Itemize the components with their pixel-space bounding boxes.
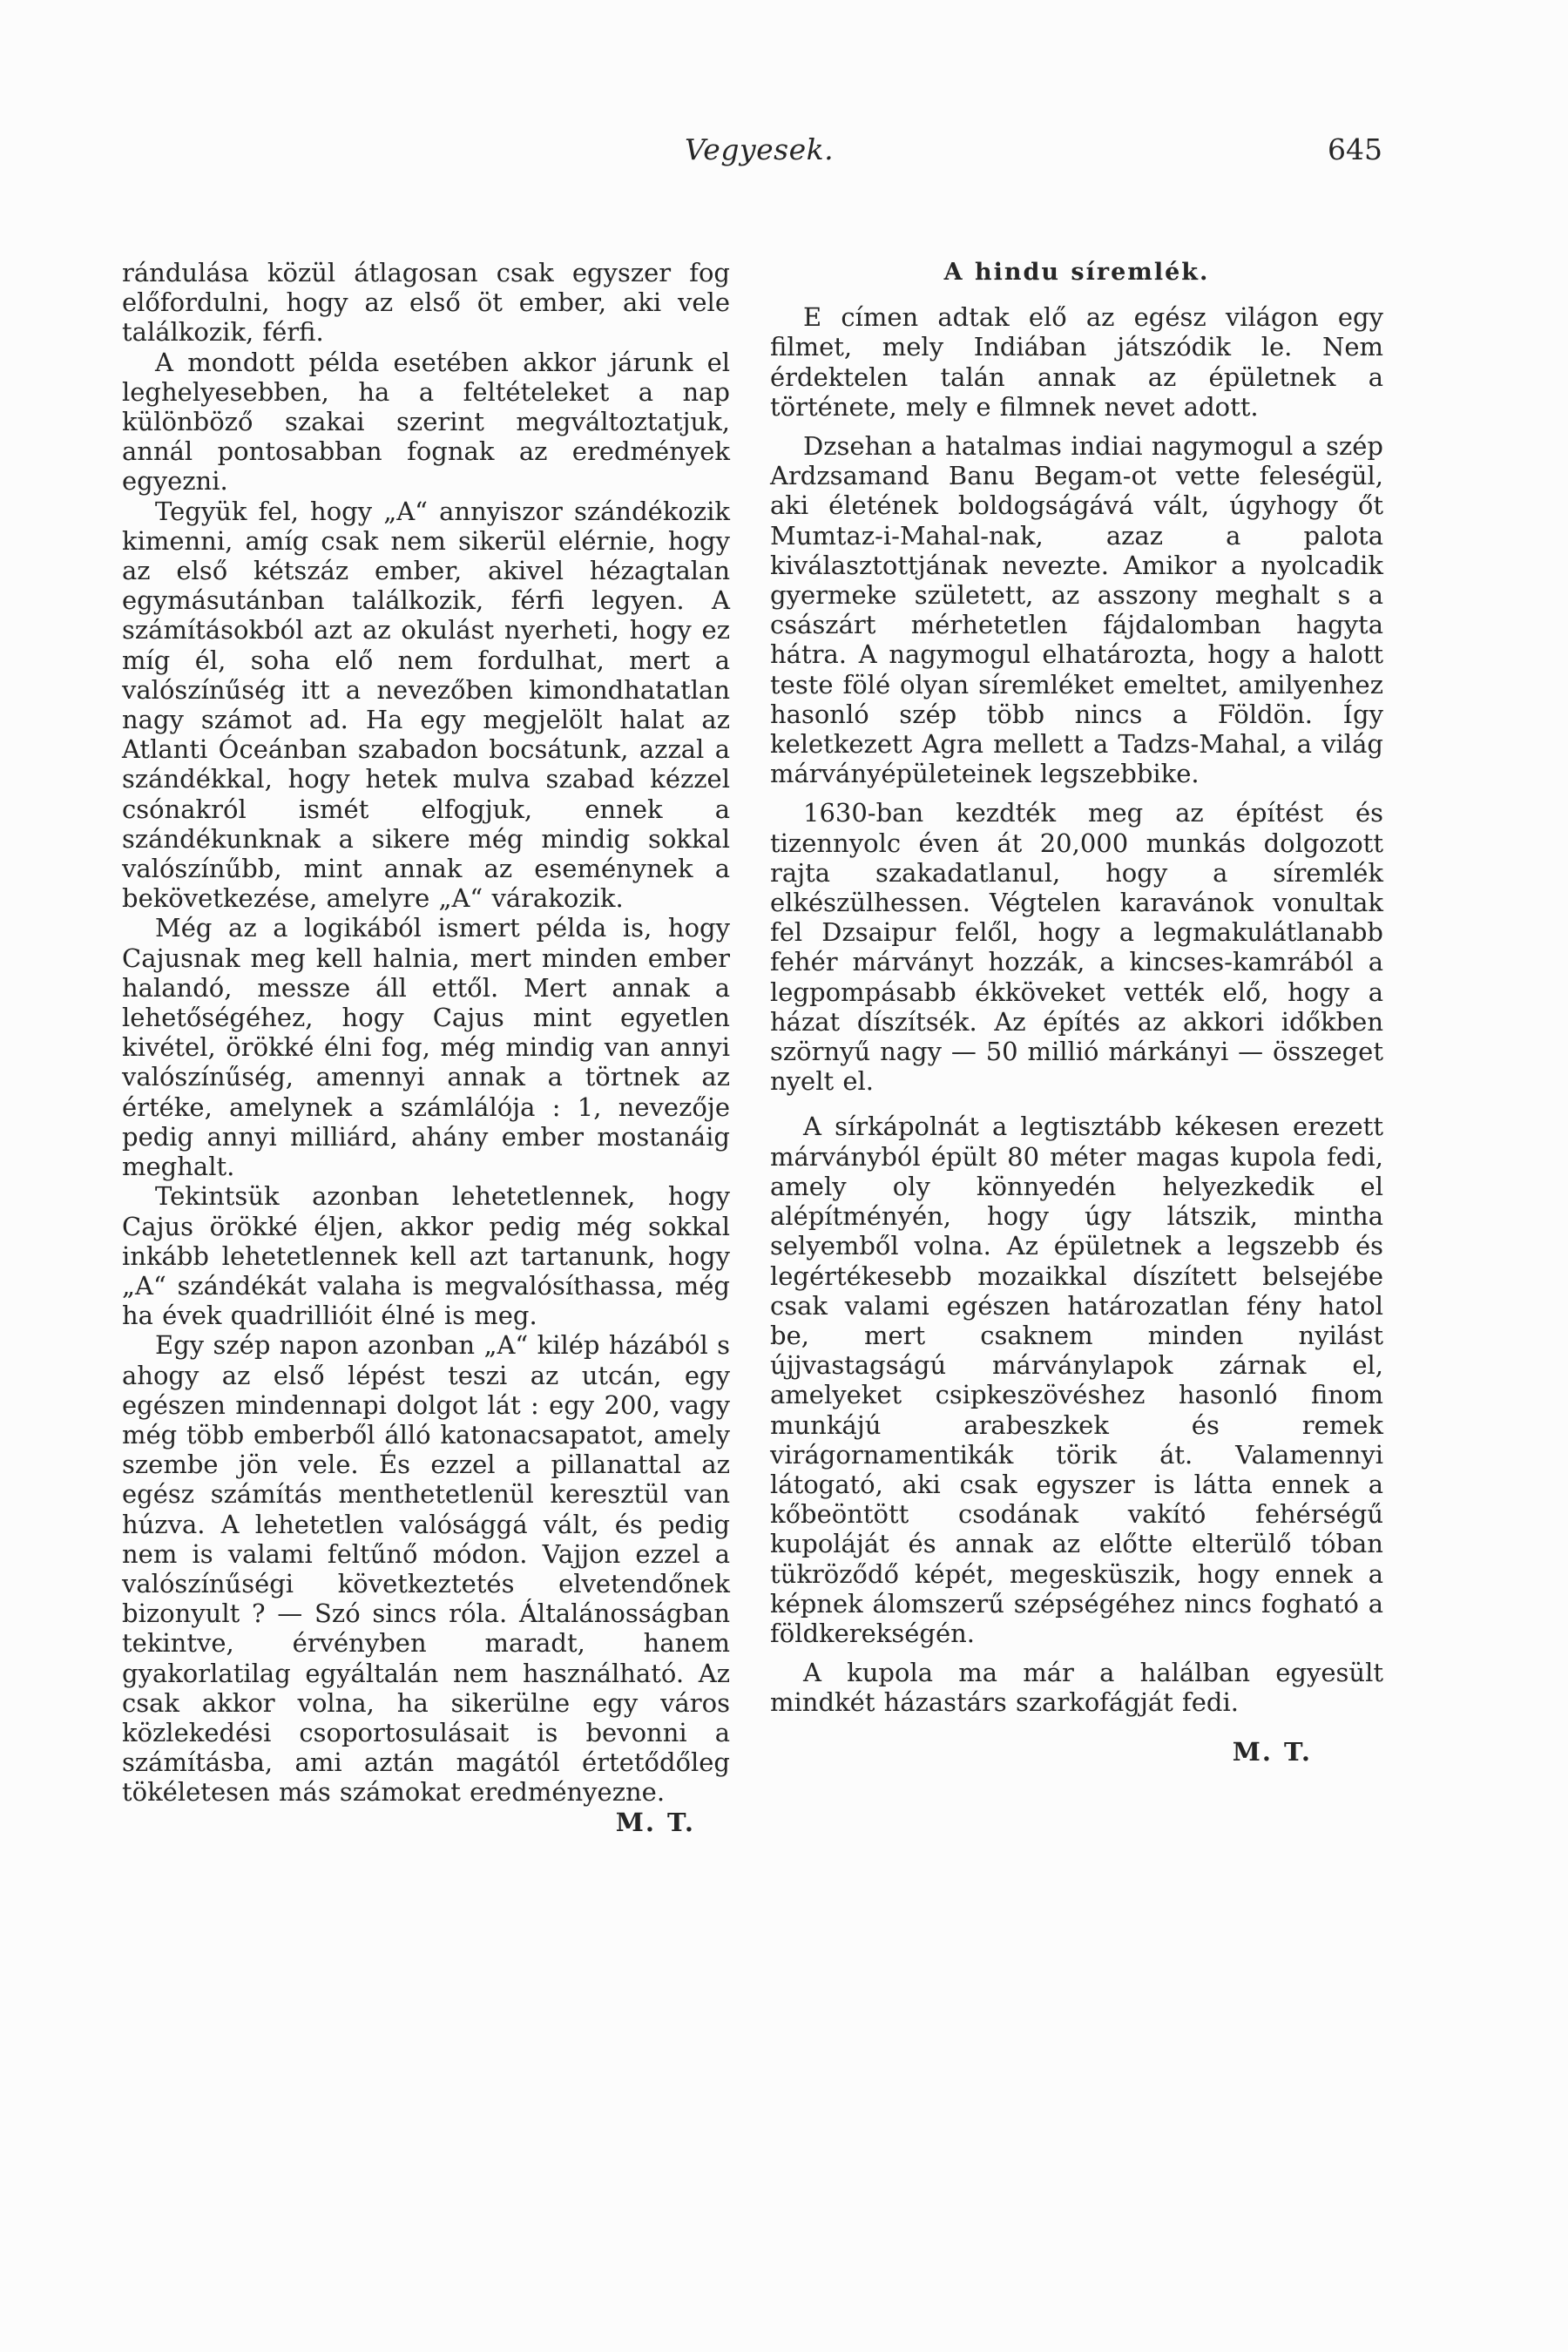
paragraph: Dzsehan a hatalmas indiai nagymogul a szép Ardzsamand Banu Begam-ot vette feleségül, aki életének boldogságává vált, úgyhogy őt Mumtaz-i-Mahal-nak, azaz a palota kiválasztottjának nevezte. Amikor a nyolcadik gyermeke született, az asszony meghalt s a császárt mérhetetlen fájdalomban hagyta hátra. A nagymogul elhatározta, hogy a halott teste fölé olyan síremléket emeltet, amilyenhez hasonló szép több nincs a Földön. Így keletkezett Agra mellett a Tadzs-Mahal, a világ márványépületeinek legszebbike.: [770, 431, 1383, 789]
right-column: [770, 258, 1383, 1767]
paragraph: A kupola ma már a halálban egyesült mindkét házastárs szarkofágját fedi.: [770, 1658, 1383, 1718]
page-number: 645: [1328, 132, 1382, 166]
paragraph: E címen adtak elő az egész világon egy filmet, mely Indiában játszódik le. Nem érdektelen talán annak az épületnek a története, mely e filmnek nevet adott.: [770, 302, 1383, 422]
article-signature: M. T.: [615, 1807, 695, 1837]
paragraph: A sírkápolnát a legtisztább kékesen erezett márványból épült 80 méter magas kupola fedi, amely oly könnyedén helyezkedik el alépítményén, hogy úgy látszik, mintha selyemből volna. Az épületnek a legszebb és legértékesebb mozaikkal díszített belsejébe csak valami egészen határozatlan fény hatol be, mert csaknem minden nyilást újjvastagságú márványlapok zárnak el, amelyeket csipkeszövéshez hasonló finom munkájú arabeszkek és remek virágornamentikák törik át. Valamennyi látogató, aki csak egyszer is látta ennek a kőbeöntött csodának vakító fehérségű kupoláját és annak az előtte elterülő tóban tükröződő képét, megesküszik, hogy ennek a képnek álomszerű szépségéhez nincs fogható a földkerekségén.: [770, 1112, 1383, 1648]
article-title: A hindu síremlék.: [943, 259, 1210, 286]
article-signature: M. T.: [1232, 1736, 1312, 1767]
paragraph: Tegyük fel, hogy „A“ annyiszor szándékozik kimenni, amíg csak nem sikerül elérnie, hogy az első kétszáz ember, akivel hézagtalan egymásutánban találkozik, férfi legyen. A számításokból azt az okulást nyerheti, hogy ez míg él, soha elő nem fordulhat, mert a valószínűség itt a nevezőben kimondhatatlan nagy számot ad. Ha egy megjelölt halat az Atlanti Óceánban szabadon bocsátunk, azzal a szándékkal, hogy hetek mulva szabad kézzel csónakról ismét elfogjuk, ennek a szándékunknak a sikere még mindig sokkal valószínűbb, mint annak az eseménynek a bekövetkezése, amelyre „A“ várakozik.: [122, 496, 730, 914]
paragraph-last: [122, 1330, 730, 1837]
left-column: [122, 258, 730, 1837]
paragraph-text: Egy szép napon azonban „A“ kilép házából s ahogy az első lépést teszi az utcán, egy egészen mindennapi dolgot lát : egy 200, vagy még több emberből álló katonacsapatot, amely szembe jön vele. És ezzel a pillanattal az egész számítás menthetetlenül keresztül van húzva. A lehetetlen valósággá vált, és pedig nem is valami feltűnő módon. Vajjon ezzel a valószínűségi következtetés elvetendőnek bizonyult ? — Szó sincs róla. Általánosságban tekintve, érvényben maradt, hanem gyakorlatilag egyáltalán nem használható. Az csak akkor volna, ha sikerülne egy város közlekedési csoportosulásait is bevonni a számításba, ami aztán magától értetődőleg tökéletesen más számokat eredményezne.: [122, 1330, 730, 1808]
paragraph: rándulása közül átlagosan csak egyszer fog előfordulni, hogy az első öt ember, aki vele találkozik, férfi.: [122, 258, 730, 348]
paragraph: A mondott példa esetében akkor járunk el leghelyesebben, ha a feltételeket a nap különböző szakai szerint megváltoztatjuk, annál pontosabban fognak az eredmények egyezni.: [122, 347, 730, 497]
paragraph: 1630-ban kezdték meg az építést és tizennyolc éven át 20,000 munkás dolgozott rajta szakadatlanul, hogy a síremlék elkészülhessen. Végtelen karavánok vonultak fel Dzsaipur felől, hogy a legmakulátlanabb fehér márványt hozzák, a kincses-kamrából a legpompásabb ékköveket vették elő, hogy a házat díszítsék. Az építés az akkori időkben szörnyű nagy — 50 millió márkányi — összeget nyelt el.: [770, 798, 1383, 1097]
paragraph: Tekintsük azonban lehetetlennek, hogy Cajus örökké éljen, akkor pedig még sokkal inkább lehetetlennek kell azt tartanunk, hogy „A“ szándékát valaha is megvalósíthassa, még ha évek quadrillióit élné is meg.: [122, 1181, 730, 1331]
running-head: Vegyesek.: [685, 132, 835, 166]
paragraph: Még az a logikából ismert példa is, hogy Cajusnak meg kell halnia, mert minden ember halandó, messze áll ettől. Mert annak a lehetőségéhez, hogy Cajus mint egyetlen kivétel, örökké élni fog, még mindig van annyi valószínűség, amennyi annak a törtnek az értéke, amelynek a számlálója : 1, nevezője pedig annyi milliárd, ahány ember mostanáig meghalt.: [122, 913, 730, 1182]
